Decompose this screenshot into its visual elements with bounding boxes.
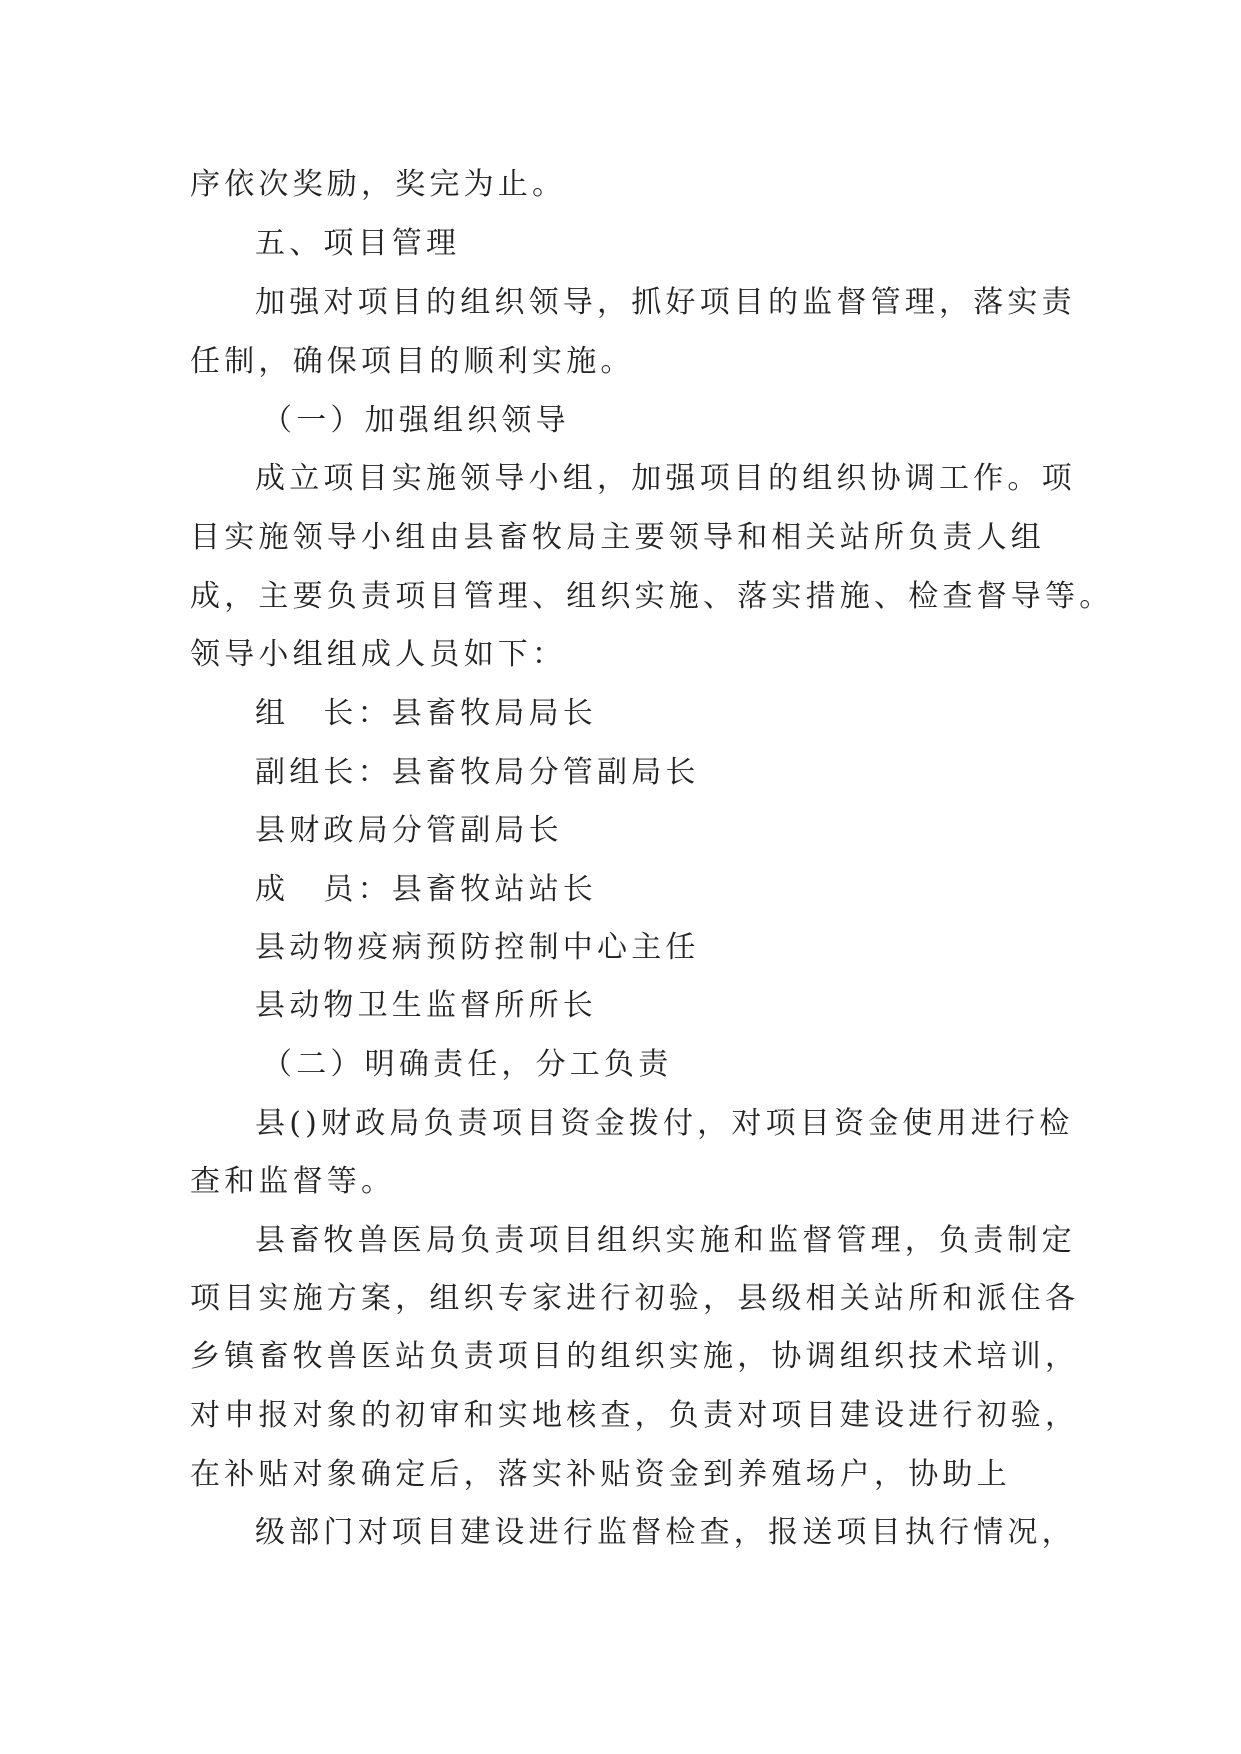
text-line: 县()财政局负责项目资金拨付，对项目资金使用进行检 <box>255 1106 1074 1141</box>
member-line: 县动物疫病预防控制中心主任 <box>255 930 700 965</box>
member-line: 县财政局分管副局长 <box>255 813 563 848</box>
member-line: 副组长：县畜牧局分管副局长 <box>255 755 700 790</box>
member-line: 组 长：县畜牧局局长 <box>255 696 597 731</box>
text-line: 序依次奖励，奖完为止。 <box>190 167 567 202</box>
text-line: 任制，确保项目的顺利实施。 <box>190 344 635 379</box>
text-line: 县畜牧兽医局负责项目组织实施和监督管理，负责制定 <box>255 1223 1076 1258</box>
text-line: 成，主要负责项目管理、组织实施、落实措施、检查督导等。 <box>190 579 1114 614</box>
text-line: 领导小组组成人员如下： <box>190 637 567 672</box>
text-line: 对申报对象的初审和实地核查，负责对项目建设进行初验， <box>190 1398 1080 1433</box>
text-line: 成立项目实施领导小组，加强项目的组织协调工作。项 <box>255 461 1076 496</box>
text-line: 乡镇畜牧兽医站负责项目的组织实施，协调组织技术培训， <box>190 1339 1080 1374</box>
text-line: 级部门对项目建设进行监督检查，报送项目执行情况， <box>255 1515 1076 1550</box>
member-line: 县动物卫生监督所所长 <box>255 988 597 1023</box>
member-line: 成 员：县畜牧站站长 <box>255 872 597 907</box>
text-line: 项目实施方案，组织专家进行初验，县级相关站所和派住各 <box>190 1281 1080 1316</box>
subsection-heading: （一）加强组织领导 <box>262 403 570 438</box>
text-line: 在补贴对象确定后，落实补贴资金到养殖场户，协助上 <box>190 1457 1011 1492</box>
text-line: 查和监督等。 <box>190 1164 396 1199</box>
section-heading: 五、项目管理 <box>255 226 461 261</box>
subsection-heading: （二）明确责任，分工负责 <box>262 1047 673 1082</box>
text-line: 加强对项目的组织领导，抓好项目的监督管理，落实责 <box>255 285 1076 320</box>
text-line: 目实施领导小组由县畜牧局主要领导和相关站所负责人组 <box>190 520 1045 555</box>
